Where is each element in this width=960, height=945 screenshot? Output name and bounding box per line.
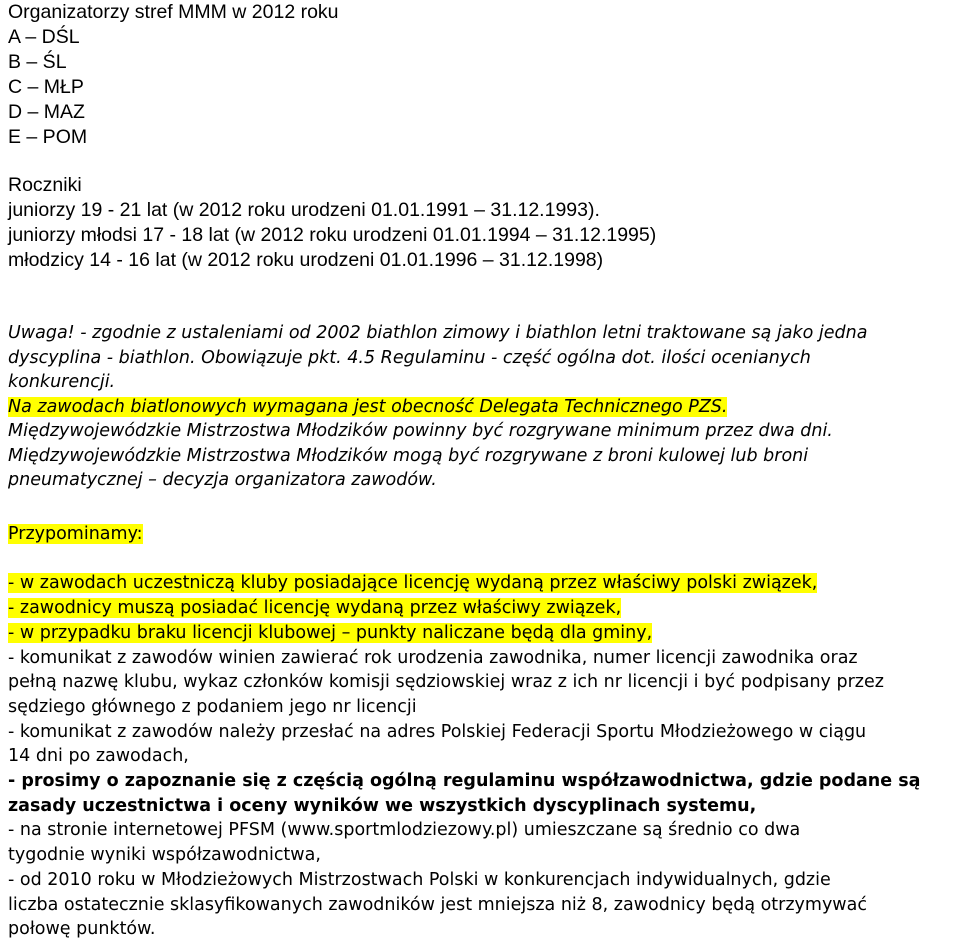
- reminder-line: połowę punktów.: [8, 919, 156, 940]
- roczniki-section: [8, 173, 956, 273]
- reminder-line: - na stronie internetowej PFSM (www.sportmlodziezowy.pl) umieszczane są średnio co dwa: [8, 820, 801, 841]
- uwaga-section: [8, 321, 956, 493]
- reminder-highlighted-line: - zawodnicy muszą posiadać licencję wydaną przez właściwy związek,: [8, 598, 622, 619]
- reminder-line: - komunikat z zawodów winien zawierać rok urodzenia zawodnika, numer licencji zawodnika oraz: [8, 647, 858, 668]
- roczniki-heading: Roczniki: [8, 174, 82, 196]
- uwaga-line: dyscyplina - biathlon. Obowiązuje pkt. 4.5 Regulaminu - część ogólna dot. ilości ocenianych: [8, 347, 811, 368]
- reminder-bold-line: zasady uczestnictwa i oceny wyników we wszystkich dyscyplinach systemu,: [8, 795, 757, 816]
- reminder-line: - komunikat z zawodów należy przesłać na adres Polskiej Federacji Sportu Młodzieżowego w ciągu: [8, 721, 867, 742]
- rocznik-line: juniorzy młodsi 17 - 18 lat (w 2012 roku urodzeni 01.01.1994 – 31.12.1995): [8, 224, 657, 246]
- reminder-line: sędziego głównego z podaniem jego nr licencji: [8, 696, 417, 717]
- uwaga-line: Międzywojewódzkie Mistrzostwa Młodzików powinny być rozgrywane minimum przez dwa dni.: [8, 421, 833, 441]
- reminder-line: - od 2010 roku w Młodzieżowych Mistrzostwach Polski w konkurencjach indywidualnych, gdzie: [8, 869, 831, 890]
- zone-item: E – POM: [8, 126, 88, 148]
- uwaga-line: Uwaga! - zgodnie z ustaleniami od 2002 biathlon zimowy i biathlon letni traktowane są jako jedna: [8, 323, 868, 343]
- rocznik-line: młodzicy 14 - 16 lat (w 2012 roku urodzeni 01.01.1996 – 31.12.1998): [8, 249, 604, 271]
- reminder-highlighted-line: - w zawodach uczestniczą kluby posiadające licencję wydaną przez właściwy polski związek,: [8, 573, 818, 594]
- reminder-line: pełną nazwę klubu, wykaz członków komisji sędziowskiej wraz z ich nr licencji i być podpisany przez: [8, 672, 884, 693]
- zone-item: B – ŚL: [8, 51, 67, 73]
- reminder-line: 14 dni po zawodach,: [8, 746, 189, 767]
- przypominamy-section: [8, 522, 956, 942]
- zone-item: D – MAZ: [8, 101, 85, 123]
- reminder-line: tygodnie wyniki współzawodnictwa,: [8, 845, 321, 866]
- uwaga-line: Międzywojewódzkie Mistrzostwa Młodzików mogą być rozgrywane z broni kulowej lub broni: [8, 445, 809, 466]
- reminder-bold-line: - prosimy o zapoznanie się z częścią ogólną regulaminu współzawodnictwa, gdzie podane są: [8, 771, 921, 792]
- organizers-title: Organizatorzy stref MMM w 2012 roku: [8, 1, 339, 23]
- uwaga-line: pneumatycznej – decyzja organizatora zawodów.: [8, 470, 437, 490]
- delegate-notice-highlight: Na zawodach biatlonowych wymagana jest obecność Delegata Technicznego PZS.: [8, 396, 728, 417]
- rocznik-line: juniorzy 19 - 21 lat (w 2012 roku urodzeni 01.01.1991 – 31.12.1993).: [8, 199, 600, 221]
- zone-item: A – DŚL: [8, 26, 80, 48]
- uwaga-line: konkurencji.: [8, 372, 116, 392]
- organizers-section: [8, 0, 956, 150]
- przypominamy-heading: Przypominamy:: [8, 524, 143, 544]
- reminder-line: liczba ostatecznie sklasyfikowanych zawodników jest mniejsza niż 8, zawodnicy będą otrzymywać: [8, 894, 867, 915]
- reminder-highlighted-line: - w przypadku braku licencji klubowej – punkty naliczane będą dla gminy,: [8, 622, 653, 643]
- zone-item: C – MŁP: [8, 76, 84, 98]
